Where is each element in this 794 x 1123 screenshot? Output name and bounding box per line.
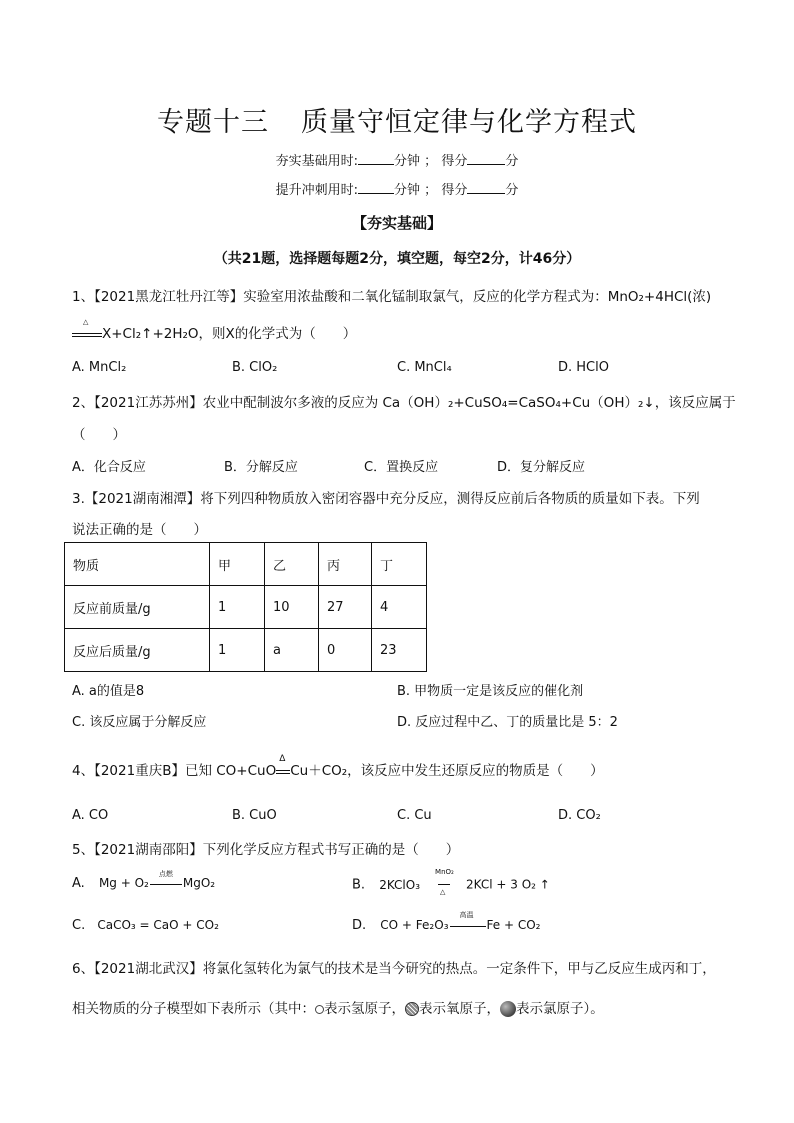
q2-option-a[interactable]: A．化合反应 xyxy=(72,460,146,475)
q1-stem-line1: 1、【2021黑龙江牡丹江等】实验室用浓盐酸和二氧化锰制取氯气，反应的化学方程式为：MnO₂+4HCl(浓) xyxy=(72,289,712,305)
table-cell: 反应后质量/g xyxy=(65,629,210,672)
table-cell: 乙 xyxy=(265,543,319,586)
q2-option-c[interactable]: C．置换反应 xyxy=(364,460,439,475)
table-cell: 0 xyxy=(319,629,372,672)
q2-option-d[interactable]: D．复分解反应 xyxy=(497,460,586,475)
reaction-arrow-line: 点燃 xyxy=(149,877,183,891)
q5-stem: 5、【2021湖南邵阳】下列化学反应方程式书写正确的是（ ） xyxy=(72,842,460,858)
score-blank[interactable] xyxy=(467,179,505,194)
page-title xyxy=(0,100,794,139)
table-cell: 丁 xyxy=(372,543,427,586)
q4-option-d[interactable]: D. CO₂ xyxy=(558,808,601,823)
q1-option-b[interactable]: B. ClO₂ xyxy=(232,360,278,375)
table-cell: 1 xyxy=(210,629,265,672)
q3-option-a[interactable]: A. a的值是8 xyxy=(72,684,145,699)
q1-stem-line2: △ X+Cl₂↑+2H₂O，则X的化学式为（ ） xyxy=(72,322,356,342)
mass-table xyxy=(64,542,427,672)
heat-equals-sign: Δ xyxy=(276,764,290,778)
q3-option-b[interactable]: B. 甲物质一定是该反应的催化剂 xyxy=(397,684,584,699)
table-cell: 27 xyxy=(319,586,372,629)
score-blank[interactable] xyxy=(467,150,505,165)
timing-line-basic: 夯实基础用时: 分钟 ； 得分 分 xyxy=(0,150,794,169)
q5-option-d[interactable]: D. CO + Fe₂O₃ 高温 Fe + CO₂ xyxy=(352,910,541,933)
heat-equals-sign: △ xyxy=(72,327,102,341)
table-row xyxy=(65,586,427,629)
time-blank[interactable] xyxy=(358,179,394,194)
table-cell: a xyxy=(265,629,319,672)
q1-option-c[interactable]: C. MnCl₄ xyxy=(397,360,452,375)
table-cell: 丙 xyxy=(319,543,372,586)
q5-option-b[interactable]: B. 2KClO₃ MnO₂ △ 2KCl + 3 O₂ ↑ xyxy=(352,868,550,896)
q5-option-a[interactable]: A. Mg + O₂ 点燃 MgO₂ xyxy=(72,869,216,891)
table-cell: 反应前质量/g xyxy=(65,586,210,629)
q2-stem-line1: 2、【2021江苏苏州】农业中配制波尔多液的反应为 Ca（OH）₂+CuSO₄=CaSO₄+Cu（OH）₂↓，该反应属于 xyxy=(72,395,736,411)
reaction-arrow-line: 高温 xyxy=(449,919,487,933)
table-cell: 10 xyxy=(265,586,319,629)
q3-option-c[interactable]: C. 该反应属于分解反应 xyxy=(72,715,207,730)
table-cell: 1 xyxy=(210,586,265,629)
table-cell: 23 xyxy=(372,629,427,672)
q6-stem-line2: 相关物质的分子模型如下表所示（其中： 表示氢原子， 表示氧原子， 表示氯原子）。 xyxy=(72,1001,604,1017)
table-cell: 4 xyxy=(372,586,427,629)
table-row xyxy=(65,629,427,672)
q4-option-b[interactable]: B. CuO xyxy=(232,808,277,823)
time-blank[interactable] xyxy=(358,150,394,165)
q2-stem-line2: （ ） xyxy=(72,427,126,443)
section-heading: 【夯实基础】 xyxy=(351,214,442,232)
q6-stem-line1: 6、【2021湖北武汉】将氯化氢转化为氯气的技术是当今研究的热点。一定条件下，甲与乙反应生成丙和丁， xyxy=(72,961,716,977)
q1-option-d[interactable]: D. HClO xyxy=(558,360,609,375)
oxygen-atom-icon xyxy=(405,1002,419,1016)
section-note: （共21题，选择题每题2分，填空题，每空2分，计46分） xyxy=(213,251,581,267)
title-topic-number: 专题十三 xyxy=(157,107,269,138)
table-cell: 物质 xyxy=(65,543,210,586)
q2-option-b[interactable]: B．分解反应 xyxy=(224,460,298,475)
q1-option-a[interactable]: A. MnCl₂ xyxy=(72,360,127,375)
hydrogen-atom-icon xyxy=(315,1005,324,1014)
q4-option-c[interactable]: C. Cu xyxy=(397,808,432,823)
q4-stem: 4、【2021重庆B】已知 CO+CuO Δ Cu＋CO₂，该反应中发生还原反应的物质是（ ） xyxy=(72,754,604,779)
q4-option-a[interactable]: A. CO xyxy=(72,808,109,823)
table-cell: 甲 xyxy=(210,543,265,586)
title-topic-name: 质量守恒定律与化学方程式 xyxy=(301,107,637,138)
chlorine-atom-icon xyxy=(500,1001,516,1017)
q3-stem-line2: 说法正确的是（ ） xyxy=(72,522,207,538)
q3-option-d[interactable]: D. 反应过程中乙、丁的质量比是 5：2 xyxy=(397,715,618,730)
q3-stem-line1: 3.【2021湖南湘潭】将下列四种物质放入密闭容器中充分反应，测得反应前后各物质的质量如下表。下列 xyxy=(72,491,700,507)
reaction-arrow-line: MnO₂ △ xyxy=(435,868,454,896)
table-header-row xyxy=(65,543,427,586)
q5-option-c[interactable]: C. CaCO₃ = CaO + CO₂ xyxy=(72,918,219,933)
timing-line-advanced: 提升冲刺用时: 分钟 ； 得分 分 xyxy=(0,179,794,198)
